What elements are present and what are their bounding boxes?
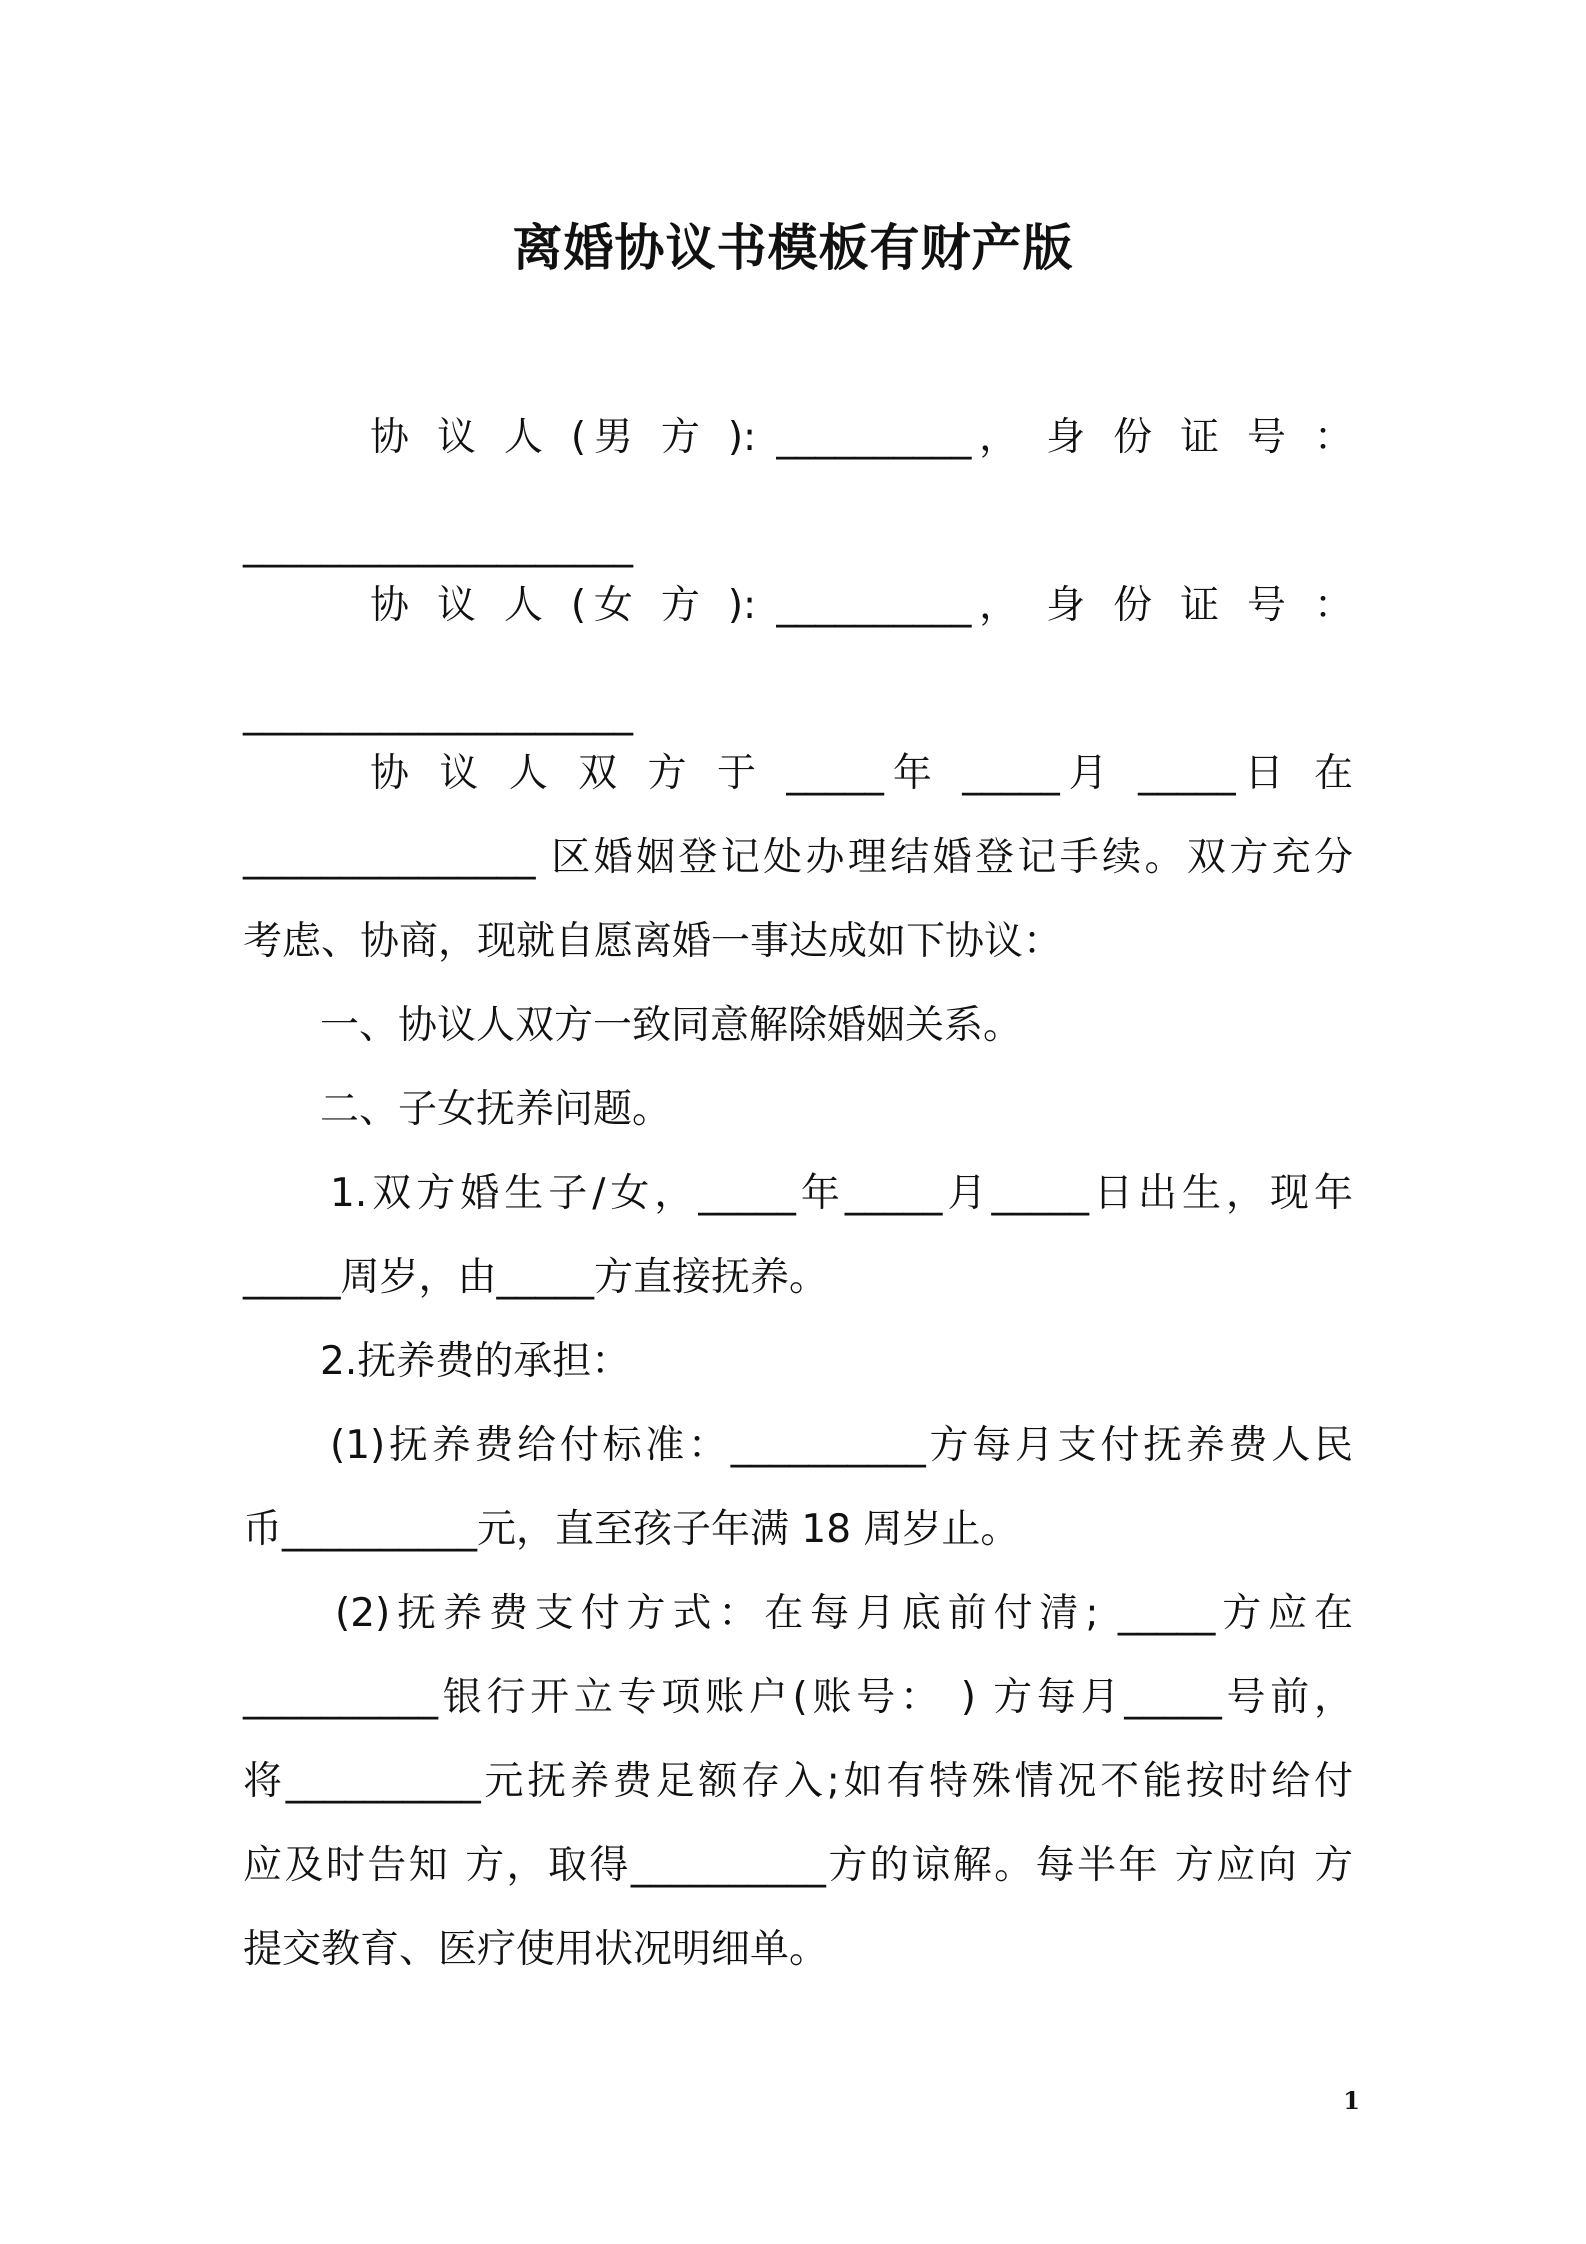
bank-account-line: __________银行开立专项账户(账号： ) 方每月_____号前， — [243, 1675, 1353, 1720]
document-title: 离婚协议书模板有财产版 — [512, 219, 1074, 277]
deposit-line: 将__________元抚养费足额存入;如有特殊情况不能按时给付 — [243, 1759, 1353, 1804]
child-birth-line: 1.双方婚生子/女，_____年_____月_____日出生，现年 — [330, 1171, 1353, 1216]
report-line: 提交教育、医疗使用状况明细单。 — [243, 1927, 829, 1972]
support-cost-heading: 2.抚养费的承担： — [320, 1339, 631, 1384]
support-amount-line: 币__________元，直至孩子年满 18 周岁止。 — [243, 1507, 1020, 1552]
marriage-date-line: 协 议 人 双 方 于 _____年 _____月 _____日 在 — [370, 751, 1353, 796]
child-custody-line: _____周岁，由_____方直接抚养。 — [243, 1255, 829, 1300]
notice-line: 应及时告知 方，取得__________方的谅解。每半年 方应向 方 — [243, 1843, 1353, 1888]
marriage-registry-line: _______________ 区婚姻登记处办理结婚登记手续。双方充分 — [243, 835, 1353, 880]
party-female-id-blank: ____________________ — [243, 691, 633, 736]
clause-two-heading: 二、子女抚养问题。 — [320, 1087, 672, 1132]
consideration-line: 考虑、协商，现就自愿离婚一事达成如下协议： — [243, 919, 1063, 964]
party-female-line: 协 议 人 (女 方 ): __________， 身 份 证 号 ： — [370, 583, 1353, 628]
party-male-id-blank: ____________________ — [243, 523, 633, 568]
page-number: 1 — [1343, 2086, 1360, 2115]
party-male-line: 协 议 人 (男 方 ): __________， 身 份 证 号 ： — [370, 415, 1353, 460]
clause-one: 一、协议人双方一致同意解除婚姻关系。 — [320, 1003, 1023, 1048]
payment-method-line: (2)抚养费支付方式：在每月底前付清; _____方应在 — [335, 1591, 1353, 1636]
support-standard-line: (1)抚养费给付标准：__________方每月支付抚养费人民 — [330, 1423, 1353, 1468]
